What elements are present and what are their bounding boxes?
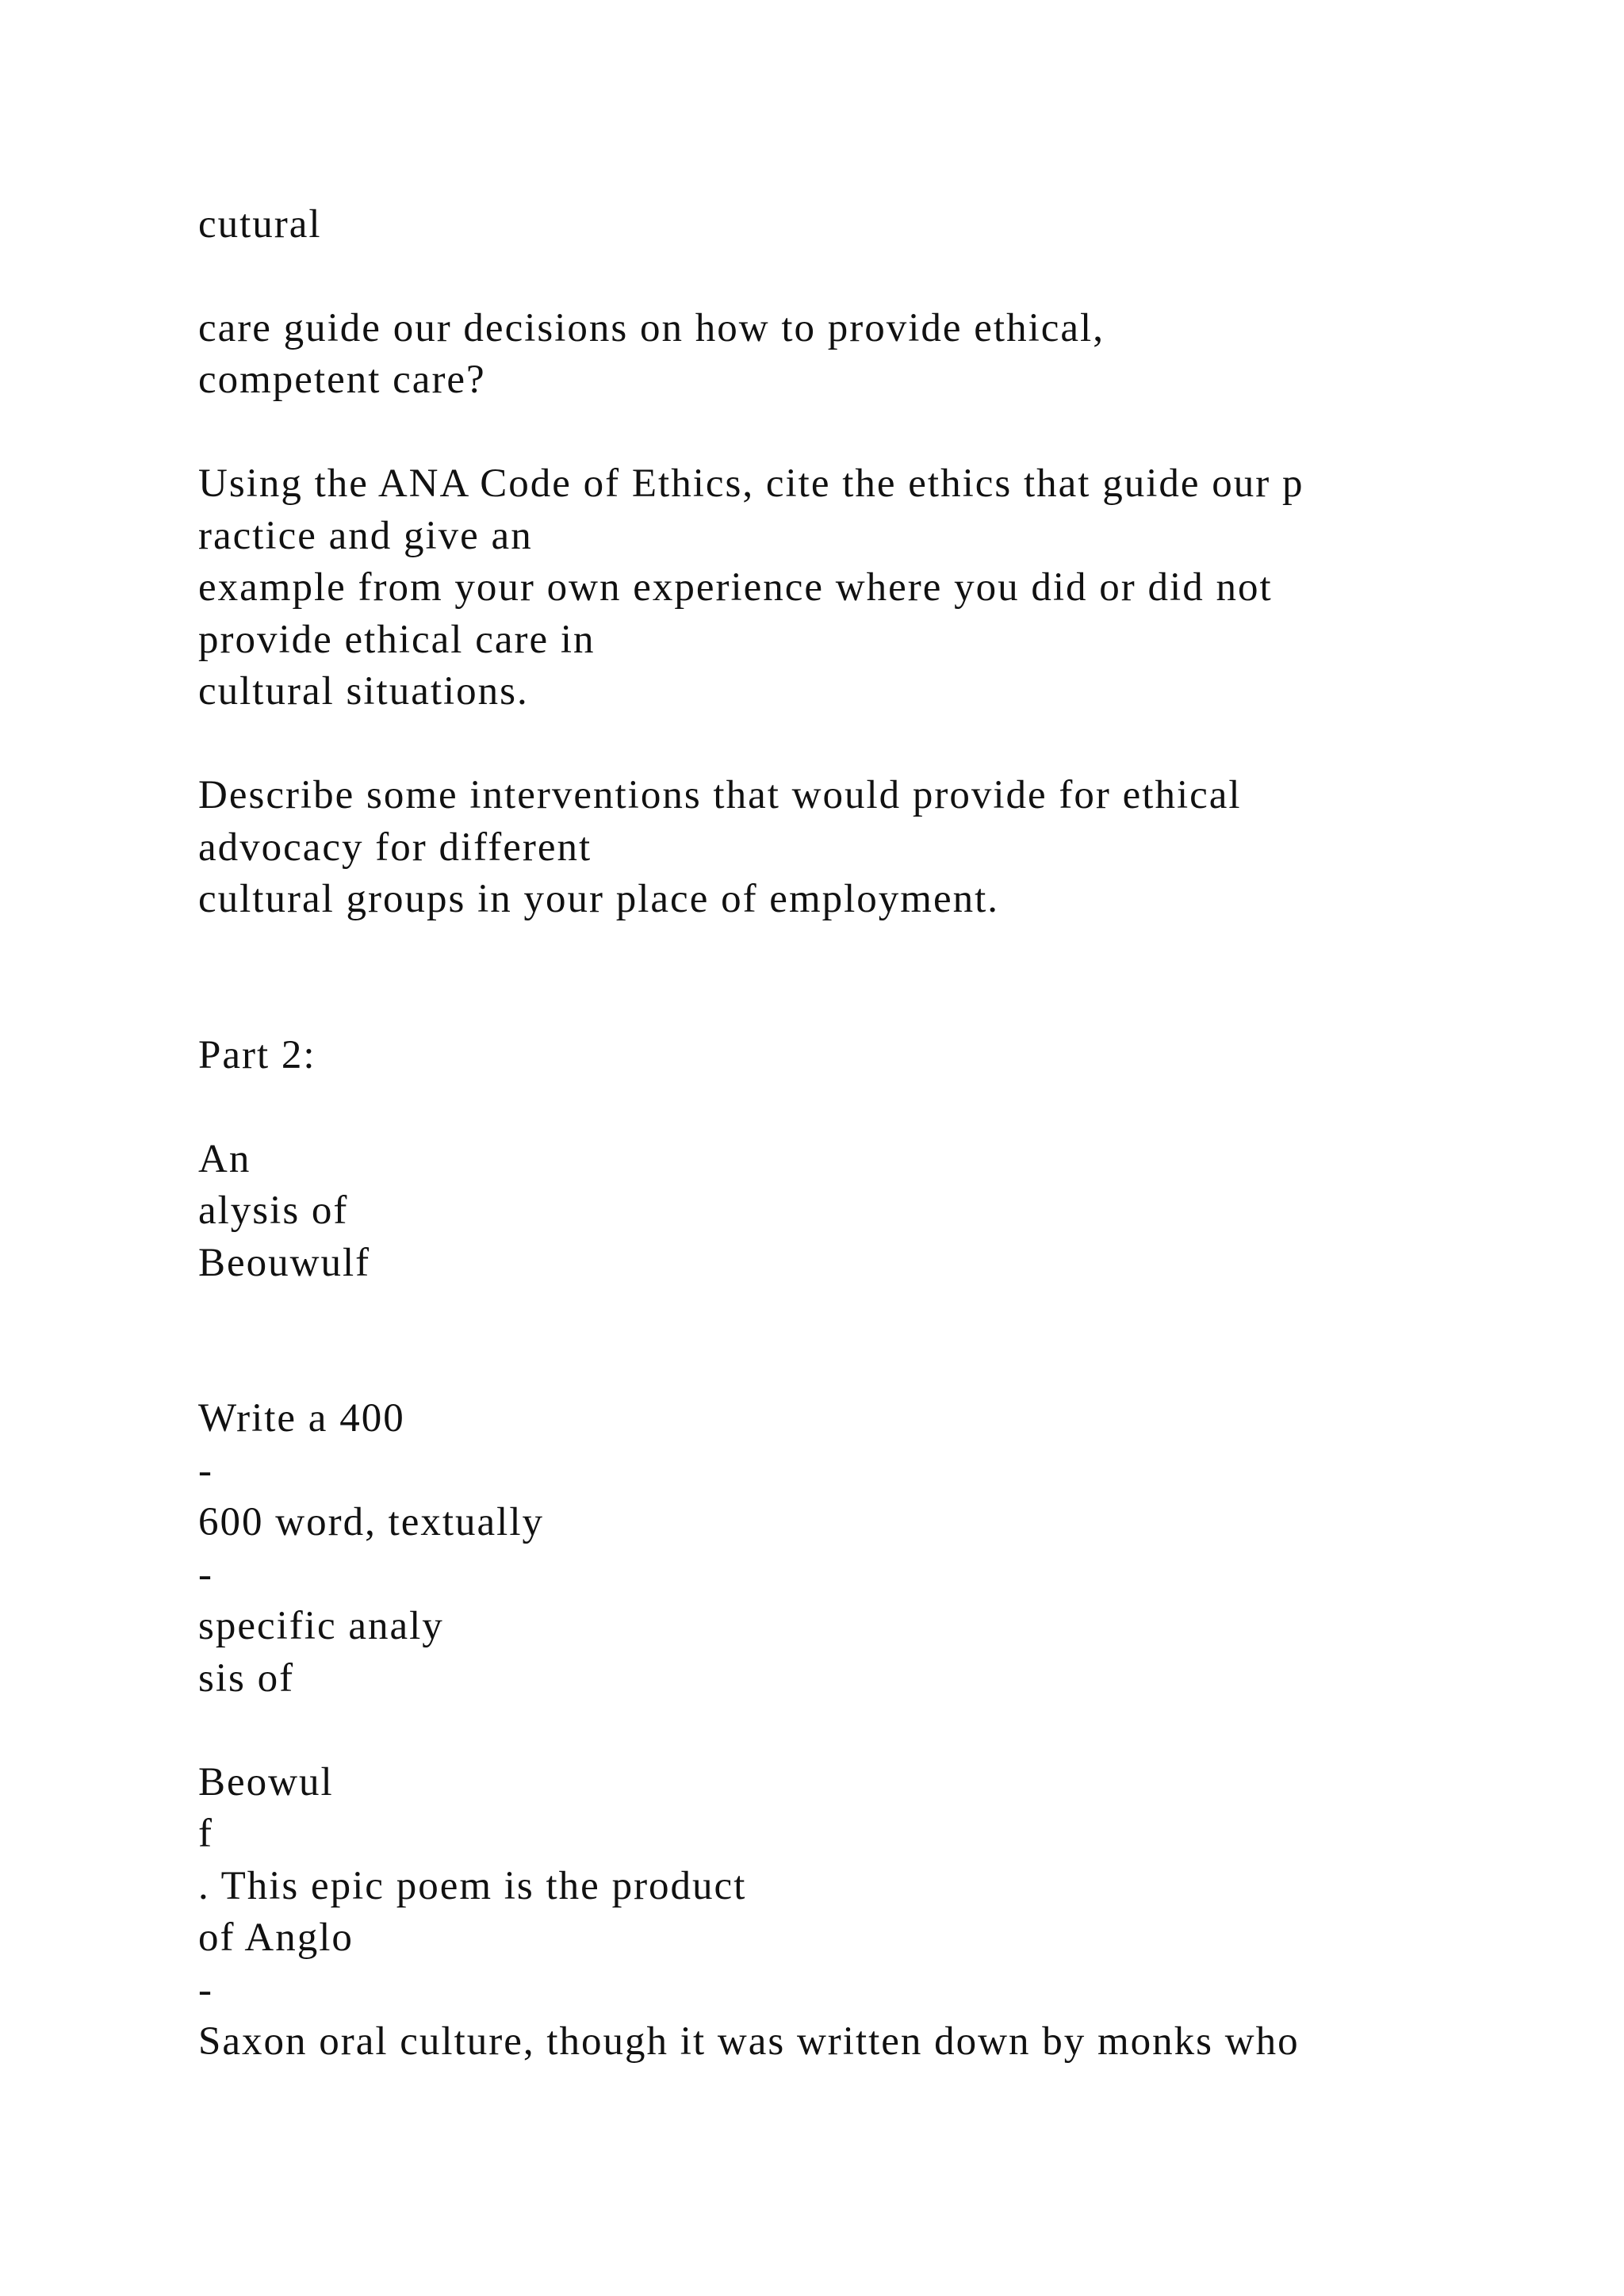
text-line: -: [198, 1968, 213, 2012]
text-line: provide ethical care in: [198, 618, 596, 662]
text-line: Using the ANA Code of Ethics, cite the ethics that guide our p: [198, 461, 1304, 506]
text-line: care guide our decisions on how to provide ethical,: [198, 306, 1105, 350]
text-line: Beouwulf: [198, 1241, 371, 1285]
text-line: alysis of: [198, 1188, 349, 1233]
text-line: -: [198, 1552, 213, 1597]
text-line: ractice and give an: [198, 514, 533, 558]
text-line: specific analy: [198, 1604, 444, 1648]
text-line: competent care?: [198, 358, 486, 402]
text-line: 600 word, textually: [198, 1500, 545, 1544]
text-line: cultural groups in your place of employment.: [198, 877, 1000, 921]
text-line: -: [198, 1448, 213, 1493]
text-line: Write a 400: [198, 1396, 405, 1441]
text-line: Saxon oral culture, though it was written down by monks who: [198, 2019, 1300, 2064]
text-line: cultural situations.: [198, 669, 529, 714]
text-line: cutural: [198, 202, 322, 247]
text-line: sis of: [198, 1656, 295, 1701]
text-line: Describe some interventions that would provide for ethical: [198, 773, 1242, 817]
text-line: . This epic poem is the product: [198, 1864, 747, 1908]
text-line: f: [198, 1812, 213, 1856]
text-line: Beowul: [198, 1760, 334, 1804]
text-line: An: [198, 1137, 251, 1181]
text-line: advocacy for different: [198, 825, 592, 870]
text-line: example from your own experience where you did or did not: [198, 565, 1273, 610]
text-line: of Anglo: [198, 1915, 354, 1960]
section-heading: Part 2:: [198, 1033, 316, 1077]
